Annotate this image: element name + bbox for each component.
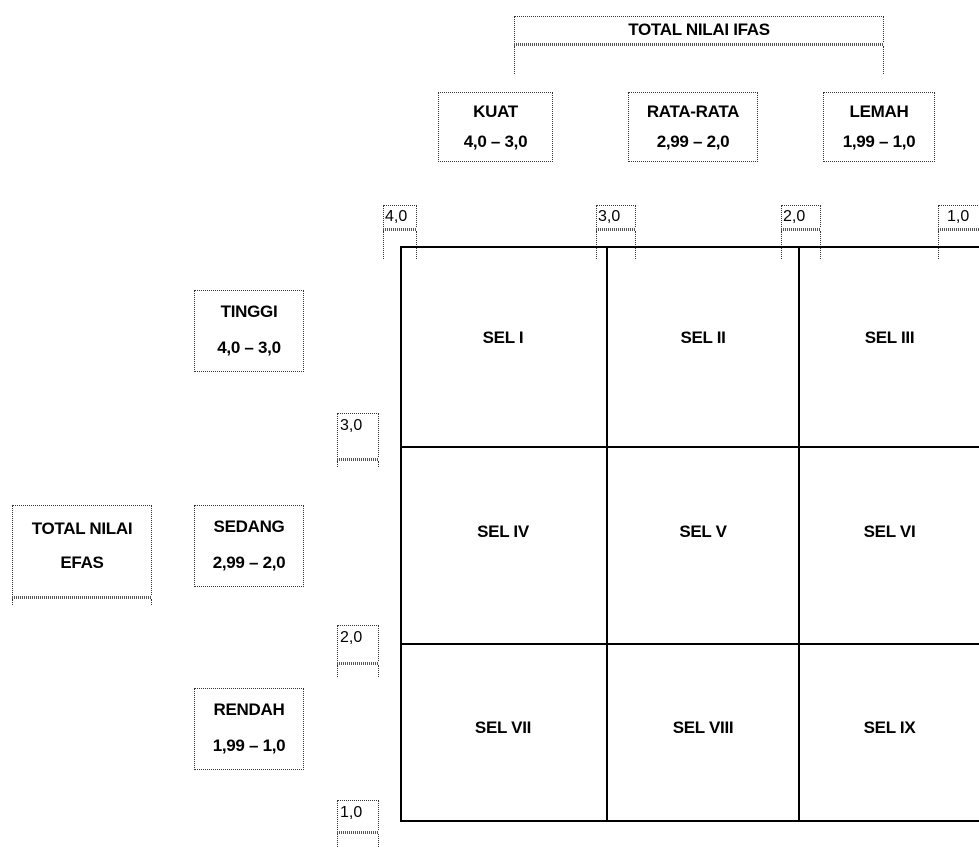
- efas-row-rendah: [194, 688, 304, 770]
- efas-row-sedang: [194, 505, 304, 587]
- ie-matrix: [400, 246, 979, 822]
- ifas-column-name: LEMAH: [849, 102, 909, 121]
- efas-title-line2: EFAS: [60, 553, 104, 572]
- efas-tick-label: 2,0: [340, 629, 363, 646]
- efas-row-name: TINGGI: [220, 302, 278, 321]
- ifas-tick-4: [383, 205, 417, 229]
- ifas-title-underline: [514, 43, 884, 46]
- ifas-tick-3-underline: [596, 228, 636, 231]
- efas-tick-1-mark-left: [337, 834, 338, 847]
- matrix-cell-2: SEL II: [680, 328, 726, 347]
- ifas-column-range: 4,0 – 3,0: [463, 132, 528, 151]
- ifas-bracket-left: [514, 46, 515, 74]
- ifas-column-name: RATA-RATA: [646, 102, 740, 121]
- efas-tick-1-mark-right: [378, 834, 379, 847]
- matrix-row-divider-1: [400, 446, 979, 448]
- efas-title-underline: [12, 596, 152, 599]
- efas-tick-label: 3,0: [340, 417, 363, 434]
- ifas-tick-1: [938, 205, 978, 229]
- ifas-tick-1-underline: [938, 228, 979, 231]
- matrix-cell-6: SEL VI: [863, 522, 916, 541]
- matrix-cell-1: SEL I: [482, 328, 524, 347]
- efas-row-range: 2,99 – 2,0: [212, 553, 286, 572]
- efas-tick-2: [337, 625, 379, 663]
- efas-tick-2-mark-right: [378, 665, 379, 677]
- ifas-tick-3: [596, 205, 636, 229]
- matrix-cell-9: SEL IX: [863, 718, 916, 737]
- ifas-column-rata-rata: [628, 92, 758, 162]
- ifas-tick-4-mark-left: [383, 231, 384, 259]
- efas-tick-3: [337, 413, 379, 459]
- efas-bracket-right: [151, 599, 152, 605]
- efas-row-tinggi: [194, 290, 304, 372]
- matrix-border-top: [400, 246, 979, 248]
- efas-tick-3-mark-right: [378, 461, 379, 467]
- efas-tick-2-underline: [337, 662, 379, 665]
- efas-row-name: SEDANG: [213, 517, 285, 536]
- matrix-cell-4: SEL IV: [477, 522, 529, 541]
- ifas-column-name: KUAT: [473, 102, 518, 121]
- ifas-column-lemah: [823, 92, 935, 162]
- ifas-tick-label: 2,0: [783, 208, 806, 225]
- efas-tick-1-underline: [337, 831, 379, 834]
- matrix-cell-3: SEL III: [864, 328, 915, 347]
- efas-tick-label: 1,0: [340, 804, 363, 821]
- efas-row-name: RENDAH: [213, 700, 285, 719]
- matrix-cell-7: SEL VII: [474, 718, 532, 737]
- efas-row-range: 4,0 – 3,0: [217, 338, 281, 357]
- ifas-tick-2-underline: [781, 228, 821, 231]
- efas-tick-3-mark-left: [337, 461, 338, 467]
- ifas-tick-label: 1,0: [947, 208, 970, 225]
- ifas-column-range: 2,99 – 2,0: [656, 132, 730, 151]
- matrix-cell-8: SEL VIII: [672, 718, 734, 737]
- efas-title-line1: TOTAL NILAI: [31, 519, 133, 538]
- matrix-border-bottom: [400, 820, 979, 822]
- ifas-bracket-right: [883, 46, 884, 74]
- ifas-column-range: 1,99 – 1,0: [842, 132, 916, 151]
- ifas-column-kuat: [438, 92, 553, 162]
- matrix-row-divider-2: [400, 643, 979, 645]
- matrix-cell-5: SEL V: [679, 522, 727, 541]
- efas-title-box: [12, 505, 152, 597]
- ifas-title: TOTAL NILAI IFAS: [628, 20, 770, 39]
- ifas-tick-4-underline: [383, 228, 417, 231]
- ifas-tick-2: [781, 205, 821, 229]
- efas-row-range: 1,99 – 1,0: [212, 736, 286, 755]
- efas-tick-3-underline: [337, 458, 379, 461]
- efas-tick-2-mark-left: [337, 665, 338, 677]
- ifas-tick-label: 4,0: [385, 208, 408, 225]
- efas-bracket-left: [12, 599, 13, 605]
- efas-tick-1: [337, 800, 379, 832]
- ifas-tick-label: 3,0: [598, 208, 621, 225]
